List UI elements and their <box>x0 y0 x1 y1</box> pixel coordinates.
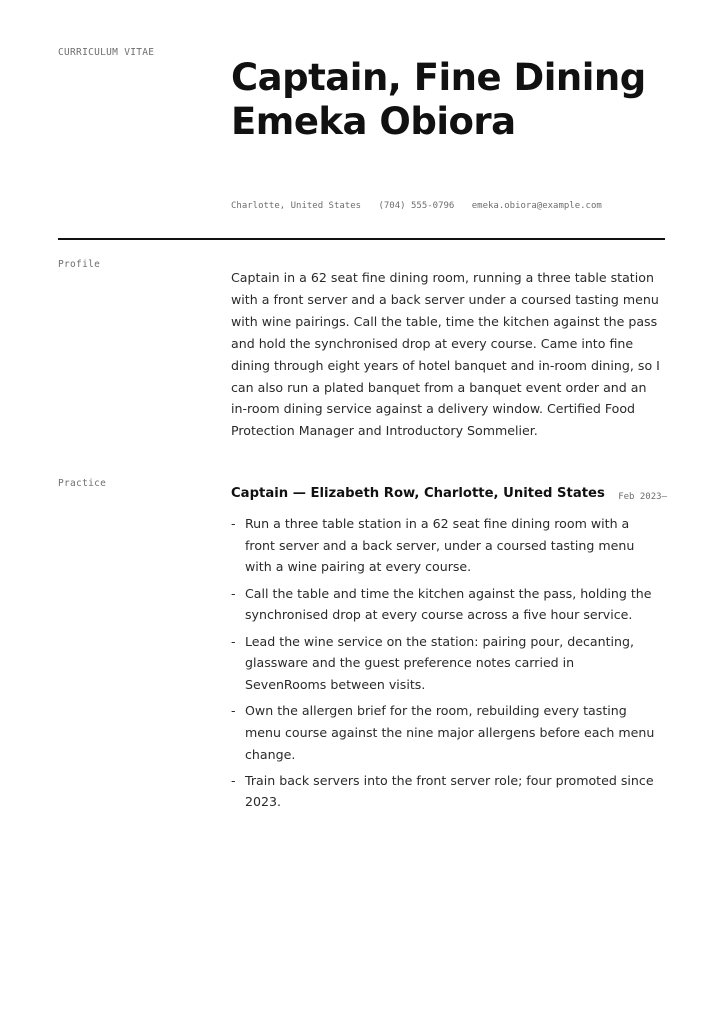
document-eyebrow: CURRICULUM VITAE <box>58 47 155 58</box>
bullet-text: Train back servers into the front server role; four promoted since 2023. <box>245 772 654 810</box>
contact-email[interactable]: emeka.obiora@example.com <box>471 201 602 211</box>
bullet-marker: - <box>231 516 236 531</box>
contact-phone: (704) 555-0796 <box>378 201 455 211</box>
role-header <box>231 486 667 506</box>
bullet-marker: - <box>231 633 236 649</box>
contact-line <box>231 201 614 211</box>
candidate-name-title: Captain, Fine Dining Emeka Obiora <box>231 56 646 143</box>
bullet-text: Own the allergen brief for the room, rebuilding every tasting menu course against the nine major allergens before each menu change. <box>245 703 655 762</box>
bullet-marker: - <box>231 585 236 601</box>
list-item <box>231 700 659 765</box>
section-label-profile: Profile <box>58 259 101 270</box>
bullet-marker: - <box>231 772 236 788</box>
role-title: Captain — Elizabeth Row, Charlotte, United States <box>231 486 605 501</box>
profile-summary: Captain in a 62 seat fine dining room, running a three table station with a front server and a back server under a coursed tasting menu with wine pairings. Call the table, time the kitchen against the pass and hold the synchronised drop at every course. Came into fine dining through eight years of hotel banquet and in-room dining, so I can also run a plated banquet from a banquet event order and an in-room dining service against a delivery window. Certified Food Protection Manager and Introductory Sommelier. <box>231 270 660 439</box>
contact-location: Charlotte, United States <box>231 201 362 211</box>
section-label-practice: Practice <box>58 478 107 489</box>
bullet-text: Call the table and time the kitchen against the pass, holding the synchronised drop at every course across a five hour service. <box>245 585 652 623</box>
role-bullet-list <box>231 513 659 818</box>
bullet-text: Run a three table station in a 62 seat fine dining room with a front server and a back server, under a coursed tasting menu with a wine pairing at every course. <box>245 516 635 575</box>
role-dates: Feb 2023– <box>618 492 667 502</box>
bullet-text: Lead the wine service on the station: pairing pour, decanting, glassware and the guest preference notes carried in SevenRooms between visits. <box>245 633 635 692</box>
header-divider <box>58 238 665 240</box>
list-item <box>231 631 659 696</box>
list-item <box>231 770 659 813</box>
list-item <box>231 583 659 626</box>
bullet-marker: - <box>231 703 236 719</box>
list-item <box>231 513 659 578</box>
